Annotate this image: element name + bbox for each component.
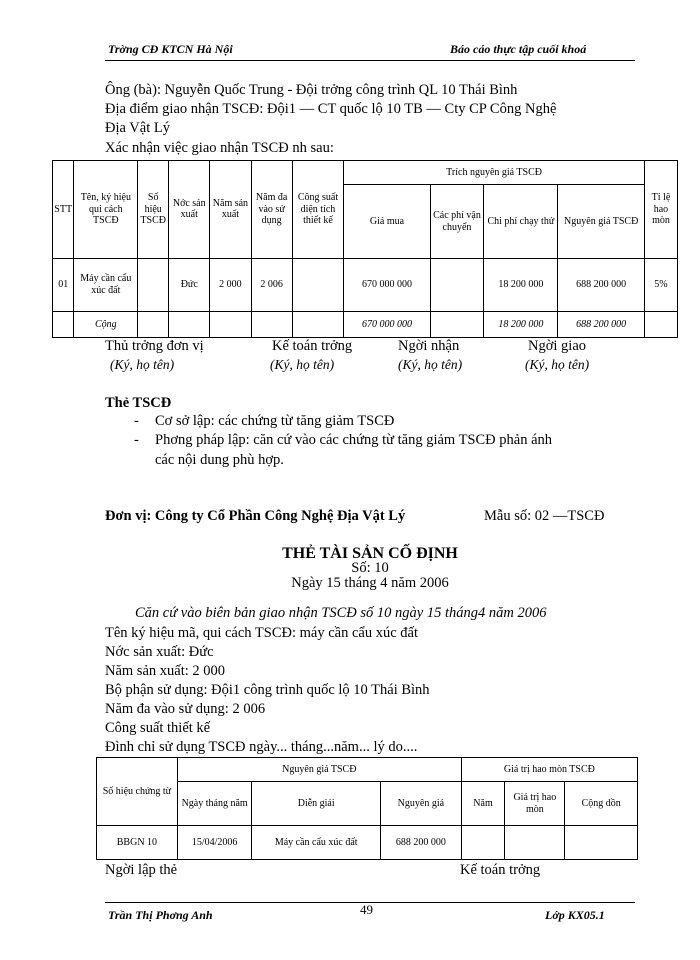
cell-name: Máy cần cẩu xúc đất <box>74 258 138 311</box>
intro-line-2: Địa điểm giao nhận TSCĐ: Đội1 — CT quốc lộ 10 TB — Cty CP Công Nghệ <box>105 101 557 117</box>
th-year: Năm sản xuất <box>210 161 251 259</box>
cell-code <box>138 258 169 311</box>
form-number: Mẫu số: 02 —TSCĐ <box>484 508 605 524</box>
th-price: Giá mua <box>344 185 431 258</box>
th2-date: Ngày tháng năm <box>177 782 252 826</box>
footer-class: Lớp KX05.1 <box>545 908 605 922</box>
cell-price: 670 000 000 <box>344 258 431 311</box>
bullet-2: Phơng pháp lập: căn cứ vào các chứng từ tăng giảm TSCĐ phản ánh <box>155 432 553 448</box>
sig-note-4: (Ký, họ tên) <box>525 357 590 372</box>
header-report-title: Báo cáo thực tập cuối khoá <box>450 42 587 56</box>
intro-line-1: Ông (bà): Nguyễn Quốc Trung - Đội trởng công trình QL 10 Thái Bình <box>105 82 518 98</box>
header-school: Trờng CĐ KTCN Hà Nội <box>108 42 233 56</box>
th2-orig-group: Nguyên giá TSCĐ <box>177 758 461 782</box>
asset-card-table <box>96 757 638 860</box>
footer-author: Trần Thị Phơng Anh <box>108 908 213 922</box>
card-section-title: Thẻ TSCĐ <box>105 395 172 411</box>
bullet-dash-1: - <box>134 413 139 429</box>
card-basis: Căn cứ vào biên bản giao nhận TSCĐ số 10 ngày 15 tháng4 năm 2006 <box>135 605 547 621</box>
cell2-date: 15/04/2006 <box>177 826 252 860</box>
card-title: THẺ TÀI SẢN CỐ ĐỊNH <box>282 545 458 562</box>
cell-capacity <box>292 258 344 311</box>
th-code: Số hiệu TSCĐ <box>138 161 169 259</box>
unit-name: Đơn vị: Công ty Cổ Phần Công Nghệ Địa Vật Lý <box>105 508 406 524</box>
sig-note-2: (Ký, họ tên) <box>270 357 335 372</box>
card-line-capacity: Công suất thiết kế <box>105 720 211 736</box>
intro-line-3: Địa Vật Lý <box>105 120 170 136</box>
card-line-inuse: Năm đa vào sử dụng: 2 006 <box>105 701 266 717</box>
th-origin: Nớc sản xuất <box>169 161 210 259</box>
cell2-orig: 688 200 000 <box>380 826 461 860</box>
total-price: 670 000 000 <box>344 311 431 337</box>
handover-table <box>52 160 678 338</box>
sig-title-receiver: Ngời nhận <box>398 338 460 354</box>
table-row <box>53 258 678 311</box>
header-rule <box>105 60 635 61</box>
table-row <box>97 826 638 860</box>
bullet-1: Cơ sở lập: các chứng từ tăng giảm TSCĐ <box>155 413 395 429</box>
card-number: Số: 10 <box>351 560 389 576</box>
bullet-dash-2: - <box>134 432 139 448</box>
th-rate: Tỉ lệ hao mòn <box>644 161 677 259</box>
cell-origin: Đức <box>169 258 210 311</box>
th2-doc: Số hiệu chứng từ <box>97 758 178 826</box>
total-trial: 18 200 000 <box>484 311 558 337</box>
th2-cum: Cộng dồn <box>565 782 638 826</box>
page-number: 49 <box>360 902 373 917</box>
th-transport: Các phí vận chuyển <box>430 185 484 258</box>
card-line-year: Năm sản xuất: 2 000 <box>105 663 226 679</box>
th-capacity: Công suất diện tích thiết kế <box>292 161 344 259</box>
sig-title-deliverer: Ngời giao <box>528 338 587 354</box>
card-line-suspend: Đình chỉ sử dụng TSCĐ ngày... tháng...năm... lý do.... <box>105 739 418 755</box>
cell-inuse: 2 006 <box>251 258 292 311</box>
cell-transport <box>430 258 484 311</box>
th-original: Nguyên giá TSCĐ <box>558 185 645 258</box>
bullet-2-cont: các nội dung phù hợp. <box>155 452 284 468</box>
cell-stt: 01 <box>53 258 74 311</box>
sig-card-preparer: Ngời lập thẻ <box>105 862 178 878</box>
cell-rate: 5% <box>644 258 677 311</box>
card-line-name: Tên ký hiệu mã, qui cách TSCĐ: máy cần cẩu xúc đất <box>105 625 418 641</box>
cell2-doc: BBGN 10 <box>97 826 178 860</box>
th-inuse: Năm đa vào sử dụng <box>251 161 292 259</box>
cell-original: 688 200 000 <box>558 258 645 311</box>
total-original: 688 200 000 <box>558 311 645 337</box>
card-line-dept: Bộ phận sử dụng: Đội1 công trình quốc lộ 10 Thái Bình <box>105 682 430 698</box>
total-label: Cộng <box>74 311 138 337</box>
total-row <box>53 311 678 337</box>
sig-title-head: Thủ trởng đơn vị <box>105 338 204 354</box>
th-stt: STT <box>53 161 74 259</box>
th-name: Tên, ký hiệu qui cách TSCĐ <box>74 161 138 259</box>
cell2-cum <box>565 826 638 860</box>
th2-year: Năm <box>461 782 505 826</box>
th-cost-group: Trích nguyên giá TSCĐ <box>344 161 645 185</box>
sig-title-accountant: Kế toán trởng <box>272 338 353 354</box>
cell2-dep <box>505 826 565 860</box>
th2-dep-group: Giá trị hao mòn TSCĐ <box>461 758 637 782</box>
sig-note-3: (Ký, họ tên) <box>398 357 463 372</box>
th-trial: Chi phí chạy thử <box>484 185 558 258</box>
cell-year: 2 000 <box>210 258 251 311</box>
sig-card-accountant: Kế toán trởng <box>460 862 541 878</box>
intro-line-4: Xác nhận việc giao nhận TSCĐ nh sau: <box>105 140 334 156</box>
card-line-origin: Nớc sản xuất: Đức <box>105 644 214 660</box>
th2-desc: Diễn giải <box>252 782 381 826</box>
sig-note-1: (Ký, họ tên) <box>110 357 175 372</box>
th2-orig: Nguyên giá <box>380 782 461 826</box>
card-date: Ngày 15 tháng 4 năm 2006 <box>291 575 449 591</box>
cell2-desc: Máy cần cẩu xúc đất <box>252 826 381 860</box>
th2-dep: Giá trị hao mòn <box>505 782 565 826</box>
cell-trial: 18 200 000 <box>484 258 558 311</box>
cell2-year <box>461 826 505 860</box>
